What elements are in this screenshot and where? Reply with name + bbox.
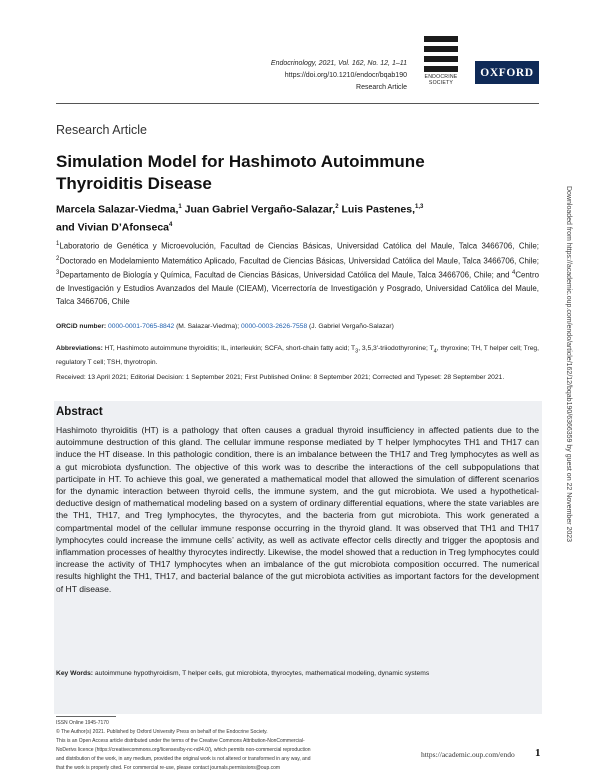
license-line: This is an Open Access article distributed under the terms of the Creative Commons Attribution-NonCommercial- bbox=[56, 738, 305, 744]
license-line: NoDerivs licence (https://creativecommons.org/licenses/by-nc-nd/4.0/), which permits non-commercial reproduction bbox=[56, 747, 311, 753]
abbreviations-subscript: 3 bbox=[355, 348, 359, 355]
orcid-link[interactable]: 0000-0001-7065-8842 bbox=[108, 323, 175, 330]
abbreviations-subscript: 4 bbox=[433, 348, 437, 355]
journal-reference: Endocrinology, 2021, Vol. 162, No. 12, 1–11 bbox=[270, 60, 407, 67]
journal-url[interactable]: https://academic.oup.com/endo bbox=[421, 750, 515, 759]
endocrine-logo-text-2: SOCIETY bbox=[428, 80, 454, 86]
orcid-link[interactable]: 0000-0003-2626-7558 bbox=[241, 323, 308, 330]
author-affiliation-marker[interactable]: 4 bbox=[169, 221, 173, 228]
abbreviations-text: HT, Hashimoto autoimmune thyroiditis; IL, interleukin; SCFA, short-chain fatty acid; T bbox=[102, 345, 356, 352]
abstract-text: Hashimoto thyroiditis (HT) is a pathology that often causes a gradual thyroid insufficiency in affected patients due to the autoimmune destruction of this gland. The cellular immune response mediated by T helper lymphocytes TH1 and TH17 can induce the HT disease. In this pathologic condition, there is an imbalance between the TH17 and Treg lymphocytes as well as a gut microbiota dysfunction. The objective of this work was to describe the interactions of the cell subpopulations that participate in HT. To achieve this goal, we generated a mathematical model that allowed the simulation of different scenarios for the dynamic interaction between thyroid cells, the immune system, and the gut microbiota. We used a hypothetical-deductive design of mathematical modeling based on a system of ordinary differential equations, where the state variables are the TH1, TH17, and Treg lymphocytes, the thyrocytes, and the bacteria from gut microbiota. This work generated a compartmental model of the cellular immune response occurring in the thyroid gland. It was observed that TH1 and TH17 lymphocytes could increase the immune cells’ activity, as well as activate effector cells directly and trigger the apoptosis and inflammation processes of healthy thyrocytes indirectly. Likewise, the model showed that a reduction in Treg lymphocytes could increase the activity of TH17 lymphocytes when an imbalance of the gut microbiota composition occurred. The numerical results highlight the TH1, TH17, and bacterial balance of the gut microbiota activities as important factors for the development of HT disease. bbox=[56, 425, 539, 594]
abbreviations-label: Abbreviations: bbox=[56, 345, 103, 352]
license-line: and distribution of the work, in any medium, provided the original work is not altered or transformed in any way, and bbox=[56, 756, 311, 762]
section-label: Research Article bbox=[56, 123, 148, 137]
keywords-text: autoimmune hypothyroidism, T helper cells, gut microbiota, thyrocytes, mathematical modeling, dynamic systems bbox=[93, 670, 430, 677]
affiliation-text: Departamento de Biología y Química, Facultad de Ciencias Básicas, Universidad Católica del Maule, Talca 3466706, Chile; and bbox=[59, 270, 512, 280]
orcid-label: ORCiD number: bbox=[56, 323, 107, 330]
abbreviations bbox=[56, 343, 539, 368]
footer-divider bbox=[56, 716, 116, 717]
header-divider bbox=[56, 103, 539, 104]
affiliation-text: Doctorado en Modelamiento Matemático Aplicado, Facultad de Ciencias Básicas, Universidad Católica del Maule, Talca 3466706, Chile; bbox=[59, 256, 539, 266]
keywords-label: Key Words: bbox=[56, 670, 94, 677]
affiliation-marker: 1 bbox=[56, 241, 60, 247]
page-number: 1 bbox=[535, 747, 541, 759]
oxford-logo: OXFORD bbox=[475, 61, 539, 84]
abbreviations-text: , thyroxine; TH, T helper cell; Treg, regulatory T cell; TSH, thyrotropin. bbox=[56, 345, 539, 367]
orcid-line bbox=[56, 322, 539, 332]
endocrine-society-mark-icon bbox=[424, 36, 458, 72]
author-affiliation-marker[interactable]: 2 bbox=[335, 204, 339, 210]
affiliation-marker: 4 bbox=[511, 270, 516, 277]
affiliation-marker: 2 bbox=[56, 255, 60, 262]
author-name: Marcela Salazar-Viedma, bbox=[56, 203, 179, 216]
author-affiliation-marker[interactable]: 1,3 bbox=[415, 204, 424, 210]
article-title: Simulation Model for Hashimoto Autoimmune Thyroiditis Disease bbox=[56, 152, 425, 193]
abbreviations-text: , 3,5,3′-triiodothyronine; T bbox=[358, 345, 434, 352]
author-affiliation-marker[interactable]: 1 bbox=[178, 204, 182, 210]
download-note: Downloaded from https://academic.oup.com/endo/article/162/12/bqab190/6366359 by guest on 22 November 2023 bbox=[565, 186, 572, 543]
endocrine-logo-text-1: ENDOCRINE bbox=[424, 74, 458, 80]
author-name: and Vivian D’Afonseca bbox=[56, 221, 170, 233]
affiliations bbox=[56, 238, 539, 308]
endocrine-society-logo bbox=[416, 36, 466, 96]
abstract-heading: Abstract bbox=[56, 406, 103, 418]
publication-dates: Received: 13 April 2021; Editorial Decision: 1 September 2021; First Published Online: 8 September 2021; Corrected and Typeset: 28 September 2021. bbox=[56, 374, 505, 381]
author-list bbox=[56, 200, 506, 235]
author-name: Juan Gabriel Vergaño-Salazar, bbox=[184, 203, 336, 216]
footer-license bbox=[56, 719, 376, 773]
copyright: © The Author(s) 2021. Published by Oxford University Press on behalf of the Endocrine Society. bbox=[56, 729, 268, 735]
affiliation-text: Laboratorio de Genética y Microevolución, Facultad de Ciencias Básicas, Universidad Católica del Maule, Talca 3466706, Chile; bbox=[59, 241, 539, 251]
license-line: that the work is properly cited. For commercial re-use, please contact journals.permissions@oup.com bbox=[56, 765, 281, 771]
orcid-owner: (M. Salazar-Viedma); bbox=[174, 323, 241, 330]
author-name: Luis Pastenes, bbox=[341, 203, 416, 216]
issn: ISSN Online 1945-7170 bbox=[56, 720, 109, 726]
orcid-owner: (J. Gabriel Vergaño-Salazar) bbox=[307, 323, 394, 330]
doi-link[interactable]: https://doi.org/10.1210/endocr/bqab190 bbox=[284, 72, 407, 79]
article-type: Research Article bbox=[356, 84, 407, 91]
keywords bbox=[56, 668, 539, 679]
journal-meta bbox=[271, 58, 407, 94]
affiliation-marker: 3 bbox=[56, 270, 60, 277]
affiliation-text: Centro de Investigación y Estudios Avanzados del Maule (CIEAM), Vicerrectoría de Investigación y Posgrado, Universidad Católica del Maule, Talca 3466706, Chile bbox=[56, 270, 539, 306]
